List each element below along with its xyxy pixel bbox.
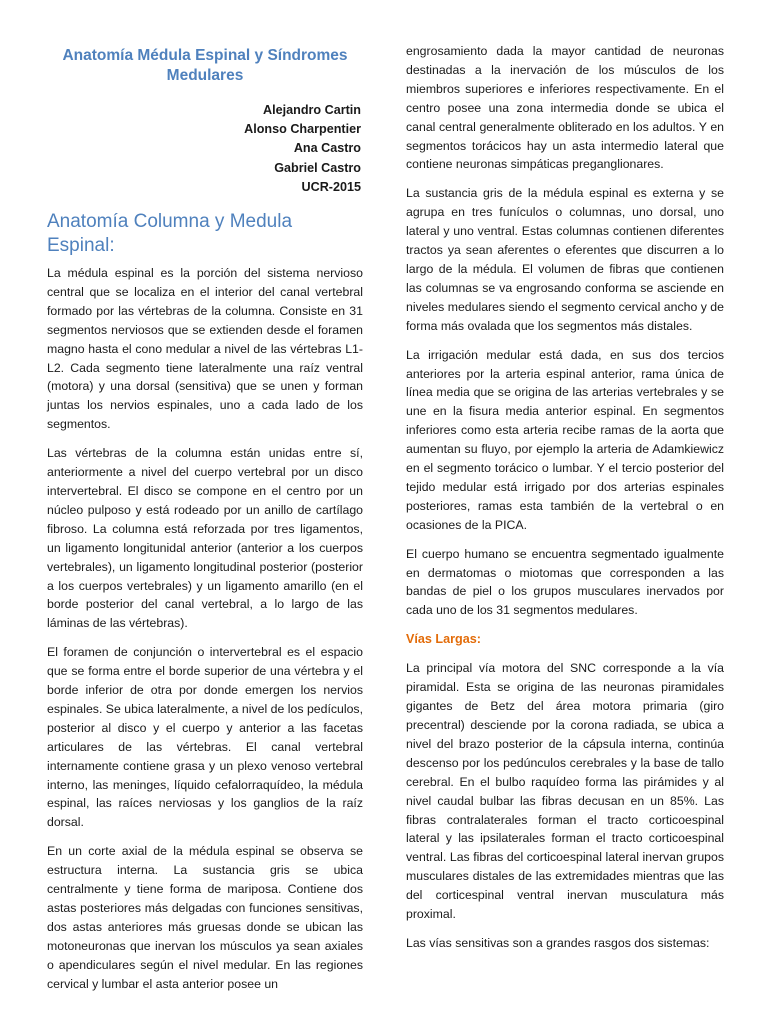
body-paragraph: El cuerpo humano se encuentra segmentado igualmente en dermatomas o miotomas que corresponden a las bandas de piel o los grupos musculares inervados por cada uno de los 31 segmentos medulares.: [406, 546, 724, 618]
body-paragraph: La irrigación medular está dada, en sus dos tercios anteriores por la arteria espinal anterior, rama única de línea media que se origina de las arterias vertebrales y se une en la fisura media anterior espinal. En segmentos inferiores como esta arteria recibe ramas de la aorta que aumentan su fluyo, por ejemplo la arteria de Adamkiewicz en el segmento torácico o lumbar. Y el tercio posterior del tejido medular está irrigado por dos arterias espinales posteriores, ramas esta también de la vertebral o en ocasiones de la PICA.: [406, 347, 724, 532]
right-column: [406, 0, 724, 963]
body-paragraph: La sustancia gris de la médula espinal es externa y se agrupa en tres funículos o columnas, uno dorsal, uno lateral y uno ventral. Estas columnas contienen diferentes tractos ya sean aferentes o eferentes que discurren a lo largo de la médula. El volumen de fibras que contienen las columnas se va engrosando conforma se asciende en niveles medulares siendo el segmento cervical ancho y de forma más ovalada que los segmentos más distales.: [406, 186, 724, 333]
body-paragraph: En un corte axial de la médula espinal se observa se estructura interna. La sustancia gris se ubica centralmente y tiene forma de mariposa. Contiene dos astas posteriores más delgadas con funciones sensitivas, dos astas anteriores más gruesas donde se ubican las motoneuronas que inervan los músculos ya sean axiales o apendiculares según el nivel medular. En las regiones cervical y lumbar el asta anterior posee un: [47, 844, 363, 991]
body-paragraph: Las vías sensitivas son a grandes rasgos dos sistemas:: [406, 935, 710, 950]
body-paragraph: El foramen de conjunción o intervertebral es el espacio que se forma entre el borde superior de una vértebra y el borde inferior de otra por donde emergen los nervios espinales. Se ubica lateralmente, a nivel de los pedículos, posterior al disco y el cuerpo y anterior a las facetas articulares de las vértebras. El canal vertebral internamente contiene grasa y un plexo venoso vertebral interno, las meninges, líquido cefalorraquídeo, la médula espinal, las raíces nerviosas y los ganglios de la raíz dorsal.: [47, 645, 363, 830]
body-paragraph: La médula espinal es la porción del sistema nervioso central que se localiza en el interior del canal vertebral formado por las vértebras de la columna. Consiste en 31 segmentos nerviosos que se extienden desde el foramen magno hasta el cono medular a nivel de las vértebras L1-L2. Cada segmento tiene lateralmente una raíz ventral (motora) y una dorsal (sensitiva) que se unen y forman juntas los nervios espinales, uno a cada lado de los segmentos.: [47, 266, 363, 432]
document-title: Anatomía Médula Espinal y Síndromes Medulares: [62, 47, 348, 84]
subsection-heading: Vías Largas:: [406, 632, 481, 647]
body-paragraph: La principal vía motora del SNC corresponde a la vía piramidal. Esta se origina de las neuronas piramidales gigantes de Betz del área motora primaria (giro precentral) desciende por la corona radiada, se ubica a nivel del brazo posterior de la cápsula interna, continúa descenso por los pedúnculos cerebrales y la base de tallo cerebral. En el bulbo raquídeo forma las pirámides y al nivel caudal bulbar las fibras decusan en un 85%. Las fibras contralaterales forman el tracto corticoespinal lateral y las ipsilaterales forman el tracto corticoespinal ventral. Las fibras del corticoespinal lateral inervan grupos musculares distales de las extremidades mientras que las del corticespinal ventral inervan musculatura más proximal.: [406, 661, 724, 922]
author-name: Alejandro Cartin: [263, 103, 361, 117]
left-column: [47, 0, 363, 1004]
author-name: Gabriel Castro: [274, 160, 361, 175]
author-name: Alonso Charpentier: [244, 122, 361, 137]
body-paragraph: Las vértebras de la columna están unidas entre sí, anteriormente a nivel del cuerpo vertebral por un disco intervertebral. El disco se compone en el centro por un núcleo pulposo y está rodeado por un anillo de cartílago fibroso. La columna está reforzada por tres ligamentos, un ligamento longitunidal anterior (anterior a los cuerpos vertebrales), un ligamento longitudinal posterior (posterior a los cuerpos vertebrales) y un ligamento amarillo (en el borde posterior del canal vertebral, a lo largo de las láminas de las vértebras).: [47, 446, 363, 631]
institution-year: UCR-2015: [301, 179, 361, 194]
body-paragraph: engrosamiento dada la mayor cantidad de neuronas destinadas a la inervación de los músculos de los miembros superiores e inferiores respectivamente. En el centro posee una zona intermedia donde se ubica el canal central generalmente obliterado en los adultos. Y en segmentos torácicos hay un asta intermedio lateral que contiene neuronas simpáticas preganglionares.: [406, 44, 724, 172]
author-list: [47, 101, 363, 197]
author-name: Ana Castro: [293, 141, 361, 156]
section-heading: Anatomía Columna y Medula Espinal:: [47, 211, 293, 257]
